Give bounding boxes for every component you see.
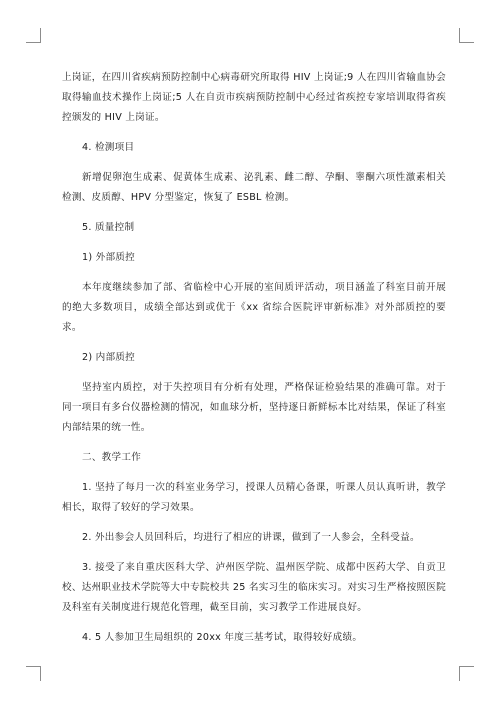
crop-mark-bottom-left-v	[40, 666, 41, 681]
paragraph-gap	[62, 438, 446, 448]
paragraph-gap	[62, 518, 446, 528]
crop-mark-top-right-h	[460, 42, 474, 43]
paragraph-teaching-4: 4. 5 人参加卫生局组织的 20xx 年度三基考试，取得较好成绩。	[82, 632, 363, 643]
paragraph-internal-qc: 坚持室内质控，对于失控项目有分析有处理，严格保证检验结果的准确可靠。对于同一项目有多台仪器检测的情况，如血球分析，坚持逐日新鲜标本比对结果，保证了科室内部结果的统一性。	[62, 382, 446, 433]
heading-teaching: 二、教学工作	[82, 452, 142, 463]
heading-test-items: 4. 检测项目	[82, 142, 135, 153]
crop-mark-top-right-v	[459, 28, 460, 43]
heading-quality-control: 5. 质量控制	[82, 222, 135, 233]
paragraph-test-items: 新增促卵泡生成素、促黄体生成素、泌乳素、雌二醇、孕酮、睾酮六项性激素相关检测、皮质醇、HPV 分型鉴定，恢复了 ESBL 检测。	[62, 172, 446, 203]
paragraph-teaching-3: 3. 接受了来自重庆医科大学、泸州医学院、温州医学院、成都中医药大学、自贡卫校、达州职业技术学院等大中专院校共 25 名实习生的临床实习。对实习生严格按照医院及科室有关制度进行规范化管理，截至目前，实习教学工作进展良好。	[62, 562, 446, 613]
paragraph-gap	[62, 238, 446, 248]
crop-mark-bottom-right-v	[459, 666, 460, 681]
paragraph-gap	[62, 338, 446, 348]
paragraph-gap	[62, 368, 446, 378]
heading-internal-qc: 2) 内部质控	[82, 352, 136, 363]
document-body	[62, 68, 446, 648]
paragraph-gap	[62, 128, 446, 138]
heading-external-qc: 1) 外部质控	[82, 252, 136, 263]
paragraph-external-qc: 本年度继续参加了部、省临检中心开展的室间质评活动，项目涵盖了科室目前开展的绝大多数项目，成绩全部达到或优于《xx 省综合医院评审新标准》对外部质控的要求。	[62, 282, 446, 333]
paragraph-certification: 上岗证，在四川省疾病预防控制中心病毒研究所取得 HIV 上岗证;9 人在四川省输血协会取得输血技术操作上岗证;5 人在自贡市疾病预防控制中心经过省疾控专家培训取得省疾控颁发的 HIV 上岗证。	[62, 72, 446, 123]
crop-mark-bottom-right-h	[460, 666, 474, 667]
crop-mark-top-left-v	[40, 28, 41, 43]
paragraph-gap	[62, 548, 446, 558]
paragraph-teaching-1: 1. 坚持了每月一次的科室业务学习，授课人员精心备课，听课人员认真听讲，教学相长，取得了较好的学习效果。	[62, 482, 446, 513]
paragraph-gap	[62, 618, 446, 628]
crop-mark-top-left-h	[26, 42, 40, 43]
paragraph-gap	[62, 268, 446, 278]
paragraph-gap	[62, 468, 446, 478]
paragraph-gap	[62, 158, 446, 168]
paragraph-gap	[62, 208, 446, 218]
crop-mark-bottom-left-h	[26, 666, 40, 667]
paragraph-teaching-2: 2. 外出参会人员回科后，均进行了相应的讲课，做到了一人参会，全科受益。	[82, 532, 420, 543]
